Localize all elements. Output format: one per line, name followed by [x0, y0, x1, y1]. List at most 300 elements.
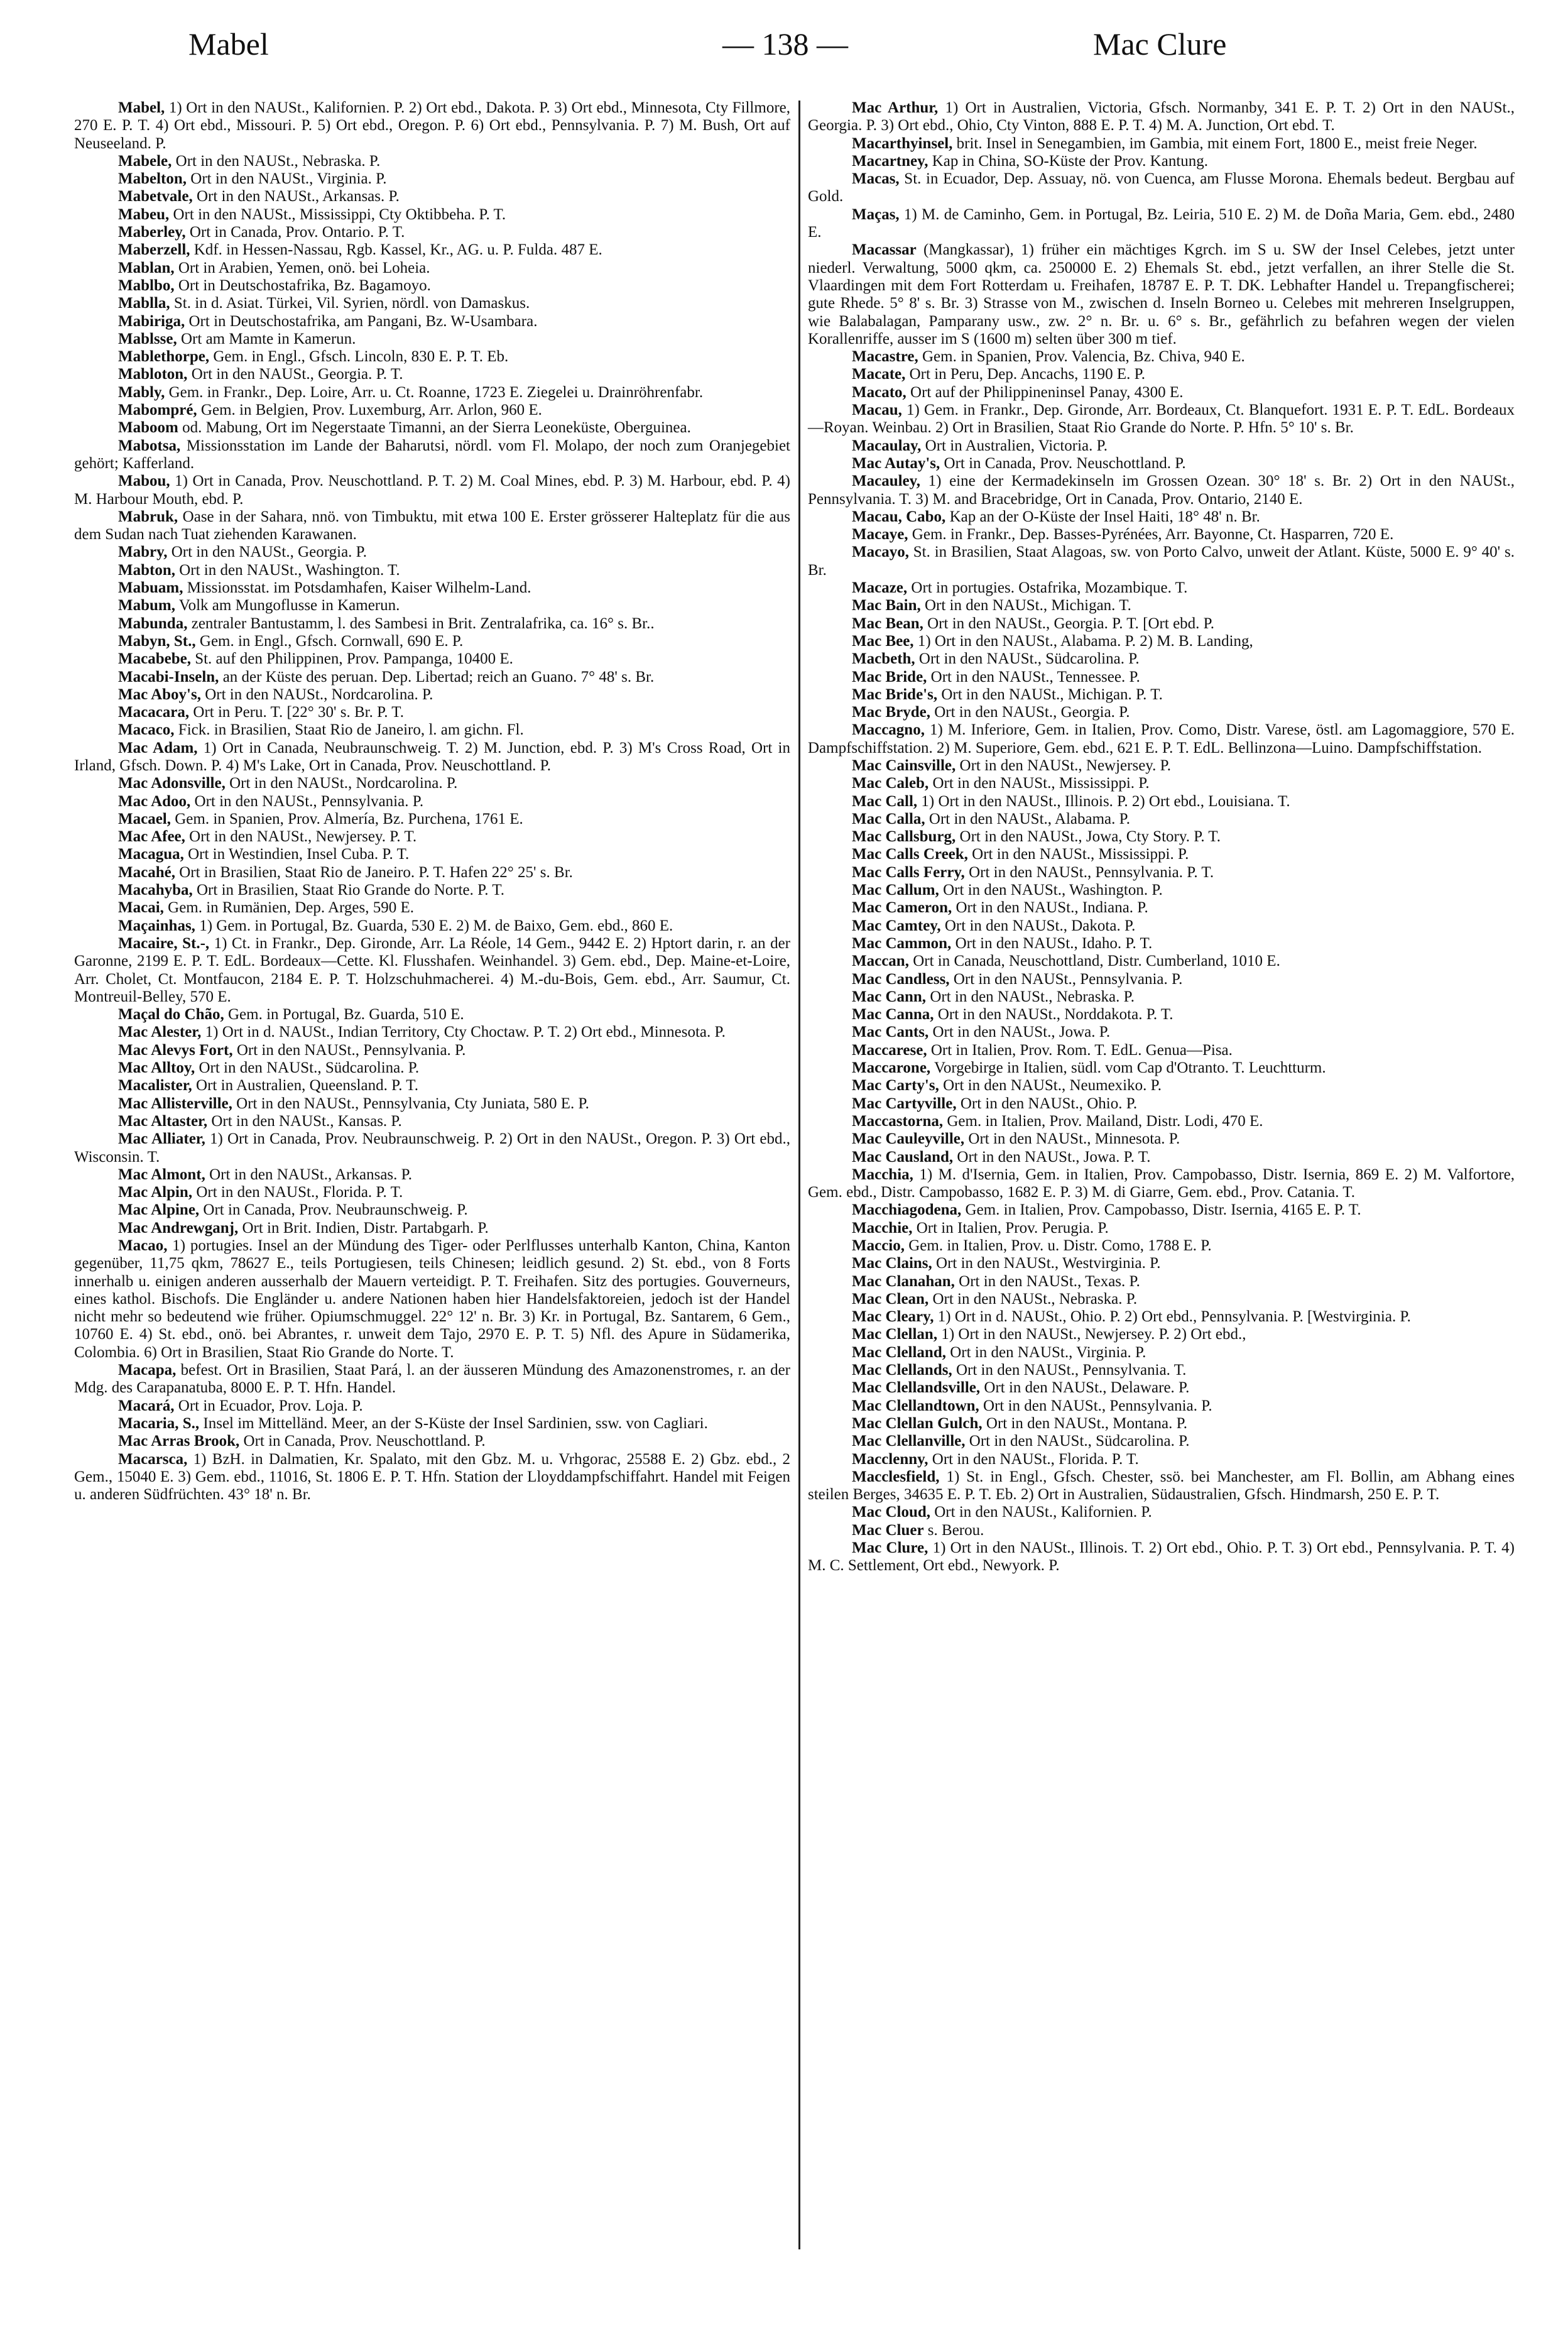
entry-text: Ort auf der Philippineninsel Panay, 4300 E. — [906, 383, 1184, 401]
dictionary-entry — [74, 1166, 790, 1184]
dictionary-entry — [74, 277, 790, 295]
entry-headword: Macaye, — [852, 526, 908, 543]
dictionary-entry — [74, 1433, 790, 1450]
entry-text: Gem. in Belgien, Prov. Luxemburg, Arr. Arlon, 960 E. — [197, 401, 542, 419]
dictionary-entry — [808, 1220, 1515, 1237]
entry-headword: Mablbo, — [118, 276, 175, 294]
entry-headword: Maçainhas, — [118, 917, 195, 934]
entry-text: zentraler Bantustamm, l. des Sambesi in Brit. Zentralafrika, ca. 16° s. Br.. — [187, 614, 655, 632]
entry-headword: Macahyba, — [118, 882, 193, 899]
entry-text: 1) Ort in d. NAUSt., Ohio. P. 2) Ort ebd., Pennsylvania. P. [Westvirginia. P. — [934, 1308, 1411, 1326]
dictionary-entry — [74, 419, 790, 437]
entry-headword: Macchie, — [852, 1219, 913, 1237]
dictionary-entry — [74, 1024, 790, 1041]
entry-text: Gem. in Italien, Prov. Campobasso, Distr. Isernia, 4165 E. P. T. — [961, 1201, 1361, 1219]
entry-headword: Mac Clure, — [852, 1539, 928, 1557]
entry-headword: Mac Clellanville, — [852, 1433, 966, 1450]
entry-text: Ort in den NAUSt., Virginia. P. — [187, 170, 387, 188]
entry-text: Ort in den NAUSt., Florida. P. T. — [192, 1184, 403, 1201]
dictionary-entry — [74, 704, 790, 721]
dictionary-entry — [74, 99, 790, 153]
dictionary-entry — [808, 1255, 1515, 1272]
entry-headword: Mablethorpe, — [118, 348, 210, 366]
entry-headword: Mabiriga, — [118, 312, 185, 330]
entry-headword: Mabloton, — [118, 366, 188, 383]
dictionary-entry — [808, 1166, 1515, 1202]
entry-headword: Mac Aboy's, — [118, 685, 201, 703]
dictionary-entry — [808, 1006, 1515, 1024]
entry-headword: Mac Adonsville, — [118, 775, 226, 792]
entry-text: Ort in den NAUSt., Kansas. P. — [207, 1112, 402, 1130]
entry-text: Ort in den NAUSt., Pennsylvania. P. — [232, 1041, 466, 1059]
entry-text: Ort in den NAUSt., Indiana. P. — [952, 899, 1148, 917]
entry-headword: Maccan, — [852, 953, 909, 970]
entry-text: Ort in den NAUSt., Delaware. P. — [980, 1379, 1190, 1397]
running-head-first-entry: Mabel — [188, 26, 269, 62]
dictionary-entry — [74, 401, 790, 419]
dictionary-entry — [74, 633, 790, 650]
dictionary-entry — [808, 899, 1515, 917]
entry-text: Ort in den NAUSt., Florida. P. T. — [928, 1450, 1139, 1468]
entry-headword: Macarthyinsel, — [852, 134, 953, 152]
entry-text: Ort in den NAUSt., Südcarolina. P. — [965, 1433, 1190, 1450]
entry-headword: Maberley, — [118, 224, 186, 241]
dictionary-entry — [808, 775, 1515, 792]
entry-text: Kap an der O-Küste der Insel Haiti, 18° 48' n. Br. — [945, 508, 1260, 525]
entry-headword: Macaria, S., — [118, 1414, 200, 1432]
dictionary-entry — [808, 686, 1515, 704]
entry-headword: Macartney, — [852, 152, 928, 170]
dictionary-entry — [74, 366, 790, 383]
entry-headword: Macau, — [852, 401, 902, 419]
dictionary-entry — [808, 1042, 1515, 1059]
entry-headword: Mac Call, — [852, 792, 918, 810]
entry-text: Ort in den NAUSt., Nordcarolina. P. — [200, 685, 433, 703]
entry-headword: Mac Alliater, — [118, 1130, 205, 1148]
entry-headword: Mac Cainsville, — [852, 756, 956, 774]
entry-headword: Macassar — [852, 241, 917, 259]
dictionary-entry — [808, 971, 1515, 988]
entry-headword: Mac Cartyville, — [852, 1095, 957, 1112]
entry-headword: Mac Camtey, — [852, 917, 941, 934]
entry-headword: Macas, — [852, 170, 900, 188]
entry-text: Ort in den NAUSt., Washington. T. — [175, 561, 400, 579]
dictionary-entry — [74, 1130, 790, 1166]
entry-headword: Mac Candless, — [852, 970, 950, 988]
entry-text: Gem. in Rumänien, Dep. Arges, 590 E. — [163, 899, 414, 917]
dictionary-entry — [74, 740, 790, 775]
dictionary-entry — [74, 1451, 790, 1504]
dictionary-entry — [808, 1539, 1515, 1575]
entry-headword: Macahé, — [118, 863, 175, 881]
entry-text: 1) Ort in Canada, Prov. Neubraunschweig. P. 2) Ort in den NAUSt., Oregon. P. 3) Ort ebd., Wisconsin. T. — [74, 1130, 790, 1166]
entry-text: Ort in Canada, Neuschottland, Distr. Cumberland, 1010 E. — [908, 953, 1280, 970]
entry-headword: Macchia, — [852, 1166, 913, 1183]
dictionary-entry — [808, 543, 1515, 579]
dictionary-entry — [74, 206, 790, 224]
dictionary-entry — [74, 917, 790, 935]
entry-headword: Mac Almont, — [118, 1166, 205, 1183]
entry-text: 1) M. Inferiore, Gem. in Italien, Prov. Como, Distr. Varese, östl. am Lagomaggiore, 570 E. Dampfschiffstation. 2) M. Superiore, Gem. ebd., 621 E. P. T. EdL. Bellinzona—Luino. Dampfschiffstation. — [808, 721, 1515, 756]
entry-text: Ort in den NAUSt., Nordcarolina. P. — [225, 775, 458, 792]
entry-headword: Macalister, — [118, 1077, 192, 1095]
entry-text: 1) M. d'Isernia, Gem. in Italien, Prov. Campobasso, Distr. Isernia, 869 E. 2) M. Valfortore, Gem. ebd., Distr. Campobasso, 1682 E. P. 3) M. di Giarre, Gem. ebd., Prov. Catania. T. — [808, 1166, 1515, 1201]
entry-text: Ort in den NAUSt., Virginia. P. — [946, 1343, 1146, 1361]
entry-text: Gem. in Spanien, Prov. Valencia, Bz. Chiva, 940 E. — [918, 348, 1245, 366]
dictionary-entry — [808, 988, 1515, 1006]
entry-headword: Macchiagodena, — [852, 1201, 962, 1219]
entry-headword: Mac Alpin, — [118, 1184, 193, 1201]
entry-text: Ort in den NAUSt., Pennsylvania. P. — [190, 792, 424, 810]
entry-text: Gem. in Italien, Prov. Mailand, Distr. Lodi, 470 E. — [943, 1112, 1263, 1130]
entry-text: Ort in Deutschostafrika, am Pangani, Bz. W-Usambara. — [185, 312, 538, 330]
entry-text: Ort in den NAUSt., Arkansas. P. — [192, 188, 400, 205]
entry-text: 1) M. de Caminho, Gem. in Portugal, Bz. Leiria, 510 E. 2) M. de Doña Maria, Gem. ebd., 2480 E. — [808, 205, 1515, 241]
entry-headword: Mac Clelland, — [852, 1343, 946, 1361]
dictionary-entry — [74, 543, 790, 561]
entry-headword: Mabompré, — [118, 401, 197, 419]
dictionary-entry — [808, 793, 1515, 811]
dictionary-entry — [808, 704, 1515, 721]
entry-text: Kdf. in Hessen-Nassau, Rgb. Kassel, Kr., AG. u. P. Fulda. 487 E. — [190, 241, 602, 259]
entry-text: Missionsstation im Lande der Baharutsi, nördl. vom Fl. Molapo, der noch zum Oranjegebiet gehört; Kafferland. — [74, 437, 790, 472]
dictionary-entry — [74, 241, 790, 259]
entry-text: Ort in Australien, Queensland. P. T. — [192, 1077, 418, 1095]
entry-text: Ort in den NAUSt., Pennsylvania, Cty Juniata, 580 E. P. — [232, 1095, 589, 1112]
dictionary-entry — [808, 1077, 1515, 1095]
entry-headword: Mac Cluer — [852, 1521, 924, 1539]
entry-text: Ort in den NAUSt., Pennsylvania. T. — [952, 1362, 1187, 1379]
entry-headword: Macayo, — [852, 543, 909, 561]
entry-headword: Macabi-Inseln, — [118, 668, 219, 685]
dictionary-entry — [74, 811, 790, 828]
entry-headword: Mac Altaster, — [118, 1112, 208, 1130]
dictionary-entry — [74, 579, 790, 597]
entry-headword: Macate, — [852, 366, 906, 383]
dictionary-entry — [74, 437, 790, 473]
dictionary-entry — [808, 579, 1515, 597]
entry-headword: Mac Alester, — [118, 1024, 202, 1041]
dictionary-entry — [808, 1522, 1515, 1539]
dictionary-entry — [808, 1201, 1515, 1219]
dictionary-entry — [74, 597, 790, 614]
entry-text: Ort in den NAUSt., Texas. P. — [954, 1272, 1140, 1290]
entry-text: 1) Gem. in Frankr., Dep. Gironde, Arr. Bordeaux, Ct. Blanquefort. 1931 E. P. T. EdL. Bordeaux—Royan. Weinbau. 2) Ort in Brasilien, Staat Rio Grande do Norte. P. Hfn. 5° 10' s. Br. — [808, 401, 1515, 437]
entry-headword: Mac Clellandtown, — [852, 1397, 979, 1414]
entry-text: Ort in den NAUSt., Georgia. P. — [930, 704, 1130, 721]
entry-headword: Mac Bride, — [852, 668, 927, 685]
dictionary-entry — [74, 1113, 790, 1130]
dictionary-entry — [808, 721, 1515, 757]
entry-text: Ort in Peru. T. [22° 30' s. Br. P. T. — [189, 704, 404, 721]
dictionary-entry — [74, 1220, 790, 1237]
entry-headword: Mac Cloud, — [852, 1504, 930, 1521]
entry-headword: Macclenny, — [852, 1450, 928, 1468]
dictionary-entry — [808, 1433, 1515, 1450]
dictionary-entry — [74, 899, 790, 917]
entry-text: Ort in den NAUSt., Nebraska. P. — [928, 1290, 1138, 1308]
entry-headword: Mac Alltoy, — [118, 1059, 195, 1077]
entry-text: Ort in den NAUSt., Mississippi. P. — [967, 846, 1189, 863]
dictionary-entry — [808, 1397, 1515, 1415]
entry-text: Ort in Brasilien, Staat Rio de Janeiro. P. T. Hafen 22° 25' s. Br. — [175, 863, 573, 881]
entry-text: Ort in Italien, Prov. Rom. T. EdL. Genua—Pisa. — [927, 1041, 1233, 1059]
dictionary-entry — [808, 1362, 1515, 1379]
dictionary-entry — [808, 1095, 1515, 1113]
entry-headword: Maccastorna, — [852, 1112, 944, 1130]
entry-headword: Mac Carty's, — [852, 1077, 939, 1095]
entry-text: Ort in den NAUSt., Minnesota. P. — [964, 1130, 1180, 1148]
entry-text: Insel im Mittelländ. Meer, an der S-Küste der Insel Sardinien, ssw. von Cagliari. — [199, 1414, 708, 1432]
entry-text: Ort in den NAUSt., Ohio. P. — [956, 1095, 1138, 1112]
entry-text: Ort in den NAUSt., Pennsylvania. P. — [949, 970, 1183, 988]
entry-text: (Mangkassar), 1) früher ein mächtiges Kgrch. im S u. SW der Insel Celebes, jetzt unter niederl. Verwaltung, 5000 qkm, ca. 250000 E. 2) Ehemals St. ebd., jetzt verfallen, an ihrer Stelle die St. Vlaardingen mit dem Fort Rotterdam u. Freihafen, 18787 E. P. T. DK. Lebhafter Handel u. Trepangfischerei; gute Rhede. 5° 8' s. Br. 3) Strasse von M., zwischen d. Inseln Borneo u. Celebes mit mehreren Inselgruppen, wie Balabalagan, Pamparany usw., zw. 2° n. Br. u. 6° s. Br., gefährlich zu befahren wegen der vielen Korallenriffe, ausser im S (1600 m) selten über 300 m tief. — [808, 241, 1515, 347]
entry-headword: Maberzell, — [118, 241, 190, 259]
dictionary-entry — [808, 384, 1515, 401]
entry-headword: Mabou, — [118, 472, 170, 490]
entry-headword: Macaco, — [118, 721, 175, 739]
dictionary-entry — [74, 384, 790, 401]
entry-text: Gem. in Portugal, Bz. Guarda, 510 E. — [224, 1006, 464, 1024]
entry-text: Ort in den NAUSt., Jowa. P. T. — [953, 1148, 1151, 1166]
entry-headword: Macato, — [852, 383, 906, 401]
entry-text: Ort in Ecuador, Prov. Loja. P. — [174, 1397, 363, 1414]
entry-text: Ort in Deutschostafrika, Bz. Bagamoyo. — [174, 276, 431, 294]
dictionary-entry — [808, 757, 1515, 775]
entry-text: Ort in den NAUSt., Norddakota. P. T. — [934, 1006, 1173, 1024]
dictionary-entry — [808, 135, 1515, 153]
entry-text: 1) Gem. in Portugal, Bz. Guarda, 530 E. 2) M. de Baixo, Gem. ebd., 860 E. — [195, 917, 673, 934]
entry-headword: Mac Cants, — [852, 1024, 929, 1041]
dictionary-entry — [74, 1201, 790, 1219]
entry-text: 1) eine der Kermadekinseln im Grossen Ozean. 30° 18' s. Br. 2) Ort in den NAUSt., Pennsylvania. T. 3) M. and Bracebridge, Ort in Canada, Prov. Ontario, 2140 E. — [808, 472, 1515, 508]
dictionary-entry — [74, 935, 790, 1006]
dictionary-entry — [808, 864, 1515, 882]
entry-headword: Macabebe, — [118, 650, 191, 668]
dictionary-entry — [808, 935, 1515, 953]
entry-headword: Mac Arras Brook, — [118, 1433, 240, 1450]
entry-text: Ort in den NAUSt., Nebraska. P. — [926, 988, 1135, 1005]
entry-headword: Mac Clellandsville, — [852, 1379, 981, 1397]
entry-text: St. auf den Philippinen, Prov. Pampanga, 10400 E. — [190, 650, 513, 668]
entry-text: Ort in den NAUSt., Jowa, Cty Story. P. T. — [956, 828, 1221, 846]
entry-headword: Maçal do Chão, — [118, 1006, 224, 1024]
entry-headword: Mabele, — [118, 152, 172, 170]
dictionary-entry — [808, 472, 1515, 508]
entry-headword: Mac Arthur, — [852, 99, 939, 116]
running-head-last-entry: Mac Clure — [1093, 26, 1227, 62]
entry-headword: Mac Calls Creek, — [852, 846, 968, 863]
entry-headword: Mac Bryde, — [852, 704, 930, 721]
entry-text: Ort in Canada, Prov. Neuschottland. P. — [940, 454, 1186, 472]
dictionary-entry — [74, 1077, 790, 1095]
dictionary-entry — [74, 775, 790, 792]
entry-headword: Mabuam, — [118, 579, 183, 597]
dictionary-entry — [74, 348, 790, 366]
dictionary-entry — [808, 811, 1515, 828]
entry-headword: Mac Clellands, — [852, 1362, 952, 1379]
dictionary-entry — [74, 1042, 790, 1059]
entry-text: Ort in Arabien, Yemen, onö. bei Loheia. — [174, 259, 430, 276]
dictionary-entry — [808, 1113, 1515, 1130]
entry-text: St. in d. Asiat. Türkei, Vil. Syrien, nördl. von Damaskus. — [170, 295, 530, 312]
entry-text: Ort in den NAUSt., Westvirginia. P. — [932, 1255, 1161, 1272]
entry-text: Missionsstat. im Potsdamhafen, Kaiser Wilhelm-Land. — [183, 579, 531, 597]
entry-text: Ort am Mamte in Kamerun. — [177, 330, 356, 347]
entry-text: 1) Ort in den NAUSt., Newjersey. P. 2) Ort ebd., — [937, 1326, 1246, 1343]
entry-headword: Mac Cauleyville, — [852, 1130, 965, 1148]
dictionary-entry — [808, 1149, 1515, 1166]
entry-headword: Macauley, — [852, 472, 921, 490]
left-column — [74, 99, 790, 1504]
dictionary-entry — [74, 562, 790, 579]
dictionary-entry — [74, 1237, 790, 1362]
entry-headword: Mac Allisterville, — [118, 1095, 232, 1112]
entry-text: Ort in Italien, Prov. Perugia. P. — [912, 1219, 1109, 1237]
dictionary-entry — [808, 1237, 1515, 1255]
entry-headword: Mac Adoo, — [118, 792, 191, 810]
entry-headword: Mac Bee, — [852, 632, 914, 650]
entry-text: Ort in den NAUSt., Georgia. P. T. — [187, 366, 403, 383]
entry-headword: Mac Callsburg, — [852, 828, 956, 846]
dictionary-entry — [74, 472, 790, 508]
dictionary-entry — [808, 508, 1515, 526]
dictionary-entry — [74, 170, 790, 188]
entry-text: St. in Ecuador, Dep. Assuay, nö. von Cuenca, am Flusse Morona. Ehemals bedeut. Bergbau auf Gold. — [808, 170, 1515, 205]
dictionary-entry — [808, 953, 1515, 970]
entry-headword: Macao, — [118, 1237, 168, 1254]
dictionary-entry — [808, 99, 1515, 135]
entry-text: 1) Ort in Australien, Victoria, Gfsch. Normanby, 341 E. P. T. 2) Ort in den NAUSt., Georgia. P. 3) Ort ebd., Ohio, Cty Vinton, 888 E. P. T. 4) M. A. Junction, Ort ebd. T. — [808, 99, 1515, 134]
entry-headword: Macastre, — [852, 348, 918, 366]
entry-headword: Mabry, — [118, 543, 168, 561]
entry-headword: Mac Afee, — [118, 828, 185, 846]
dictionary-entry — [808, 455, 1515, 472]
dictionary-entry — [808, 366, 1515, 383]
entry-headword: Macclesfield, — [852, 1468, 940, 1485]
entry-text: Ort in Peru, Dep. Ancachs, 1190 E. P. — [905, 366, 1146, 383]
entry-headword: Mac Causland, — [852, 1148, 954, 1166]
dictionary-entry — [808, 597, 1515, 614]
dictionary-entry — [74, 686, 790, 704]
entry-text: Ort in den NAUSt., Jowa. P. — [928, 1024, 1111, 1041]
dictionary-entry — [808, 1024, 1515, 1041]
entry-text: Ort in den NAUSt., Michigan. T. — [920, 597, 1131, 614]
dictionary-entry — [74, 1006, 790, 1024]
entry-text: Ort in Brit. Indien, Distr. Partabgarh. P. — [238, 1219, 489, 1237]
entry-text: Ort in den NAUSt., Idaho. P. T. — [951, 934, 1153, 952]
entry-headword: Macagua, — [118, 846, 184, 863]
entry-headword: Mably, — [118, 383, 165, 401]
dictionary-entry — [808, 206, 1515, 242]
entry-text: 1) Ort in Canada, Prov. Neuschottland. P. T. 2) M. Coal Mines, ebd. P. 3) M. Harbour, ebd. P. 4) M. Harbour Mouth, ebd. P. — [74, 472, 790, 508]
dictionary-entry — [808, 437, 1515, 455]
entry-headword: Mabum, — [118, 597, 175, 614]
dictionary-entry — [808, 1059, 1515, 1077]
dictionary-entry — [808, 1308, 1515, 1326]
entry-text: Ort in den NAUSt., Montana. P. — [982, 1414, 1188, 1432]
entry-text: Gem. in Engl., Gfsch. Cornwall, 690 E. P. — [195, 632, 464, 650]
entry-text: Ort in den NAUSt., Neumexiko. P. — [939, 1077, 1162, 1095]
entry-text: Oase in der Sahara, nnö. von Timbuktu, mit etwa 100 E. Erster grösserer Halteplatz für die aus dem Sudan nach Tuat ziehenden Karawanen. — [74, 508, 790, 543]
dictionary-entry — [74, 313, 790, 330]
entry-text: Ort in den NAUSt., Kalifornien. P. — [930, 1504, 1152, 1521]
dictionary-entry — [74, 669, 790, 686]
entry-headword: Mabel, — [118, 99, 165, 116]
entry-headword: Mac Andrewganj, — [118, 1219, 239, 1237]
entry-text: Kap in China, SO-Küste der Prov. Kantung. — [928, 152, 1209, 170]
dictionary-entry — [808, 615, 1515, 633]
entry-text: Gem. in Spanien, Prov. Almería, Bz. Purchena, 1761 E. — [170, 810, 523, 827]
entry-text: Ort in den NAUSt., Dakota. P. — [940, 917, 1136, 934]
entry-text: Gem. in Frankr., Dep. Loire, Arr. u. Ct. Roanne, 1723 E. Ziegelei u. Drainröhrenfabr. — [165, 383, 704, 401]
entry-text: Ort in Canada, Prov. Neuschottland. P. — [239, 1433, 486, 1450]
entry-headword: Macará, — [118, 1397, 175, 1414]
dictionary-entry — [74, 846, 790, 863]
entry-text: brit. Insel in Senegambien, im Gambia, mit einem Fort, 1800 E., meist freie Neger. — [952, 134, 1478, 152]
entry-headword: Mac Cleary, — [852, 1308, 934, 1326]
entry-text: Gem. in Engl., Gfsch. Lincoln, 830 E. P. T. Eb. — [209, 348, 509, 366]
entry-text: od. Mabung, Ort im Negerstaate Timanni, an der Sierra Leoneküste, Oberguinea. — [178, 419, 691, 437]
entry-headword: Mac Calls Ferry, — [852, 863, 965, 881]
entry-text: 1) St. in Engl., Gfsch. Chester, ssö. bei Manchester, am Fl. Bollin, am Abhang eines steilen Berges, 34635 E. P. T. Eb. 2) Ort in Australien, Südaustralien, Gfsch. Hindmarsh, 250 E. P. T. — [808, 1468, 1515, 1504]
dictionary-entry — [74, 615, 790, 633]
entry-text: Ort in den NAUSt., Südcarolina. P. — [195, 1059, 420, 1077]
dictionary-entry — [808, 1451, 1515, 1468]
dictionary-entry — [74, 864, 790, 882]
dictionary-entry — [74, 188, 790, 205]
entry-headword: Mac Cammon, — [852, 934, 952, 952]
entry-text: Ort in den NAUSt., Georgia. P. — [167, 543, 368, 561]
entry-text: 1) Ort in Canada, Neubraunschweig. T. 2) M. Junction, ebd. P. 3) M's Cross Road, Ort in Irland, Gfsch. Down. P. 4) M's Lake, Ort in Canada, Prov. Neuschottland. P. — [74, 739, 790, 774]
entry-headword: Mabeu, — [118, 205, 170, 223]
dictionary-entry — [74, 1059, 790, 1077]
entry-text: Ort in den NAUSt., Washington. P. — [939, 882, 1163, 899]
entry-headword: Mabelton, — [118, 170, 187, 188]
entry-headword: Mac Adam, — [118, 739, 198, 756]
entry-headword: Mac Autay's, — [852, 454, 940, 472]
entry-headword: Mac Callum, — [852, 882, 939, 899]
entry-text: Ort in den NAUSt., Mississippi. P. — [928, 775, 1150, 792]
entry-text: befest. Ort in Brasilien, Staat Pará, l. an der äusseren Mündung des Amazonenstromes, r. an der Mdg. des Carapanatuba, 8000 E. P. T. Hfn. Handel. — [74, 1362, 790, 1397]
entry-text: Ort in den NAUSt., Georgia. P. T. [Ort ebd. P. — [923, 614, 1215, 632]
entry-headword: Mac Cann, — [852, 988, 927, 1005]
dictionary-entry — [74, 793, 790, 811]
dictionary-entry — [808, 348, 1515, 366]
entry-headword: Mabyn, St., — [118, 632, 196, 650]
entry-text: Fick. in Brasilien, Staat Rio de Janeiro, l. am gichn. Fl. — [174, 721, 524, 739]
entry-text: Ort in den NAUSt., Newjersey. P. T. — [185, 828, 417, 846]
dictionary-entry — [74, 650, 790, 668]
dictionary-entry — [74, 721, 790, 739]
entry-text: Ort in Canada, Prov. Neubraunschweig. P. — [199, 1201, 468, 1219]
dictionary-entry — [74, 882, 790, 899]
dictionary-entry — [74, 295, 790, 312]
dictionary-entry — [808, 401, 1515, 437]
dictionary-entry — [74, 153, 790, 170]
entry-text: Ort in den NAUSt., Südcarolina. P. — [915, 650, 1140, 668]
entry-text: 1) BzH. in Dalmatien, Kr. Spalato, mit den Gbz. M. u. Vrhgorac, 25588 E. 2) Gbz. ebd., 2 Gem., 15040 E. 3) Gem. ebd., 11016, St. 1806 E. P. T. Hfn. Station der Lloyddampfschiffahrt. Handel mit Feigen u. anderen Südfrüchten. 43° 18' n. Br. — [74, 1450, 790, 1504]
entry-text: Ort in Westindien, Insel Cuba. P. T. — [183, 846, 410, 863]
dictionary-entry — [74, 1397, 790, 1415]
entry-headword: Mabruk, — [118, 508, 178, 525]
entry-headword: Mac Calla, — [852, 810, 925, 827]
entry-text: Ort in den NAUSt., Alabama. P. — [925, 810, 1131, 827]
dictionary-entry — [808, 669, 1515, 686]
entry-headword: Mac Bride's, — [852, 685, 938, 703]
dictionary-entry — [808, 917, 1515, 935]
entry-headword: Mabunda, — [118, 614, 188, 632]
